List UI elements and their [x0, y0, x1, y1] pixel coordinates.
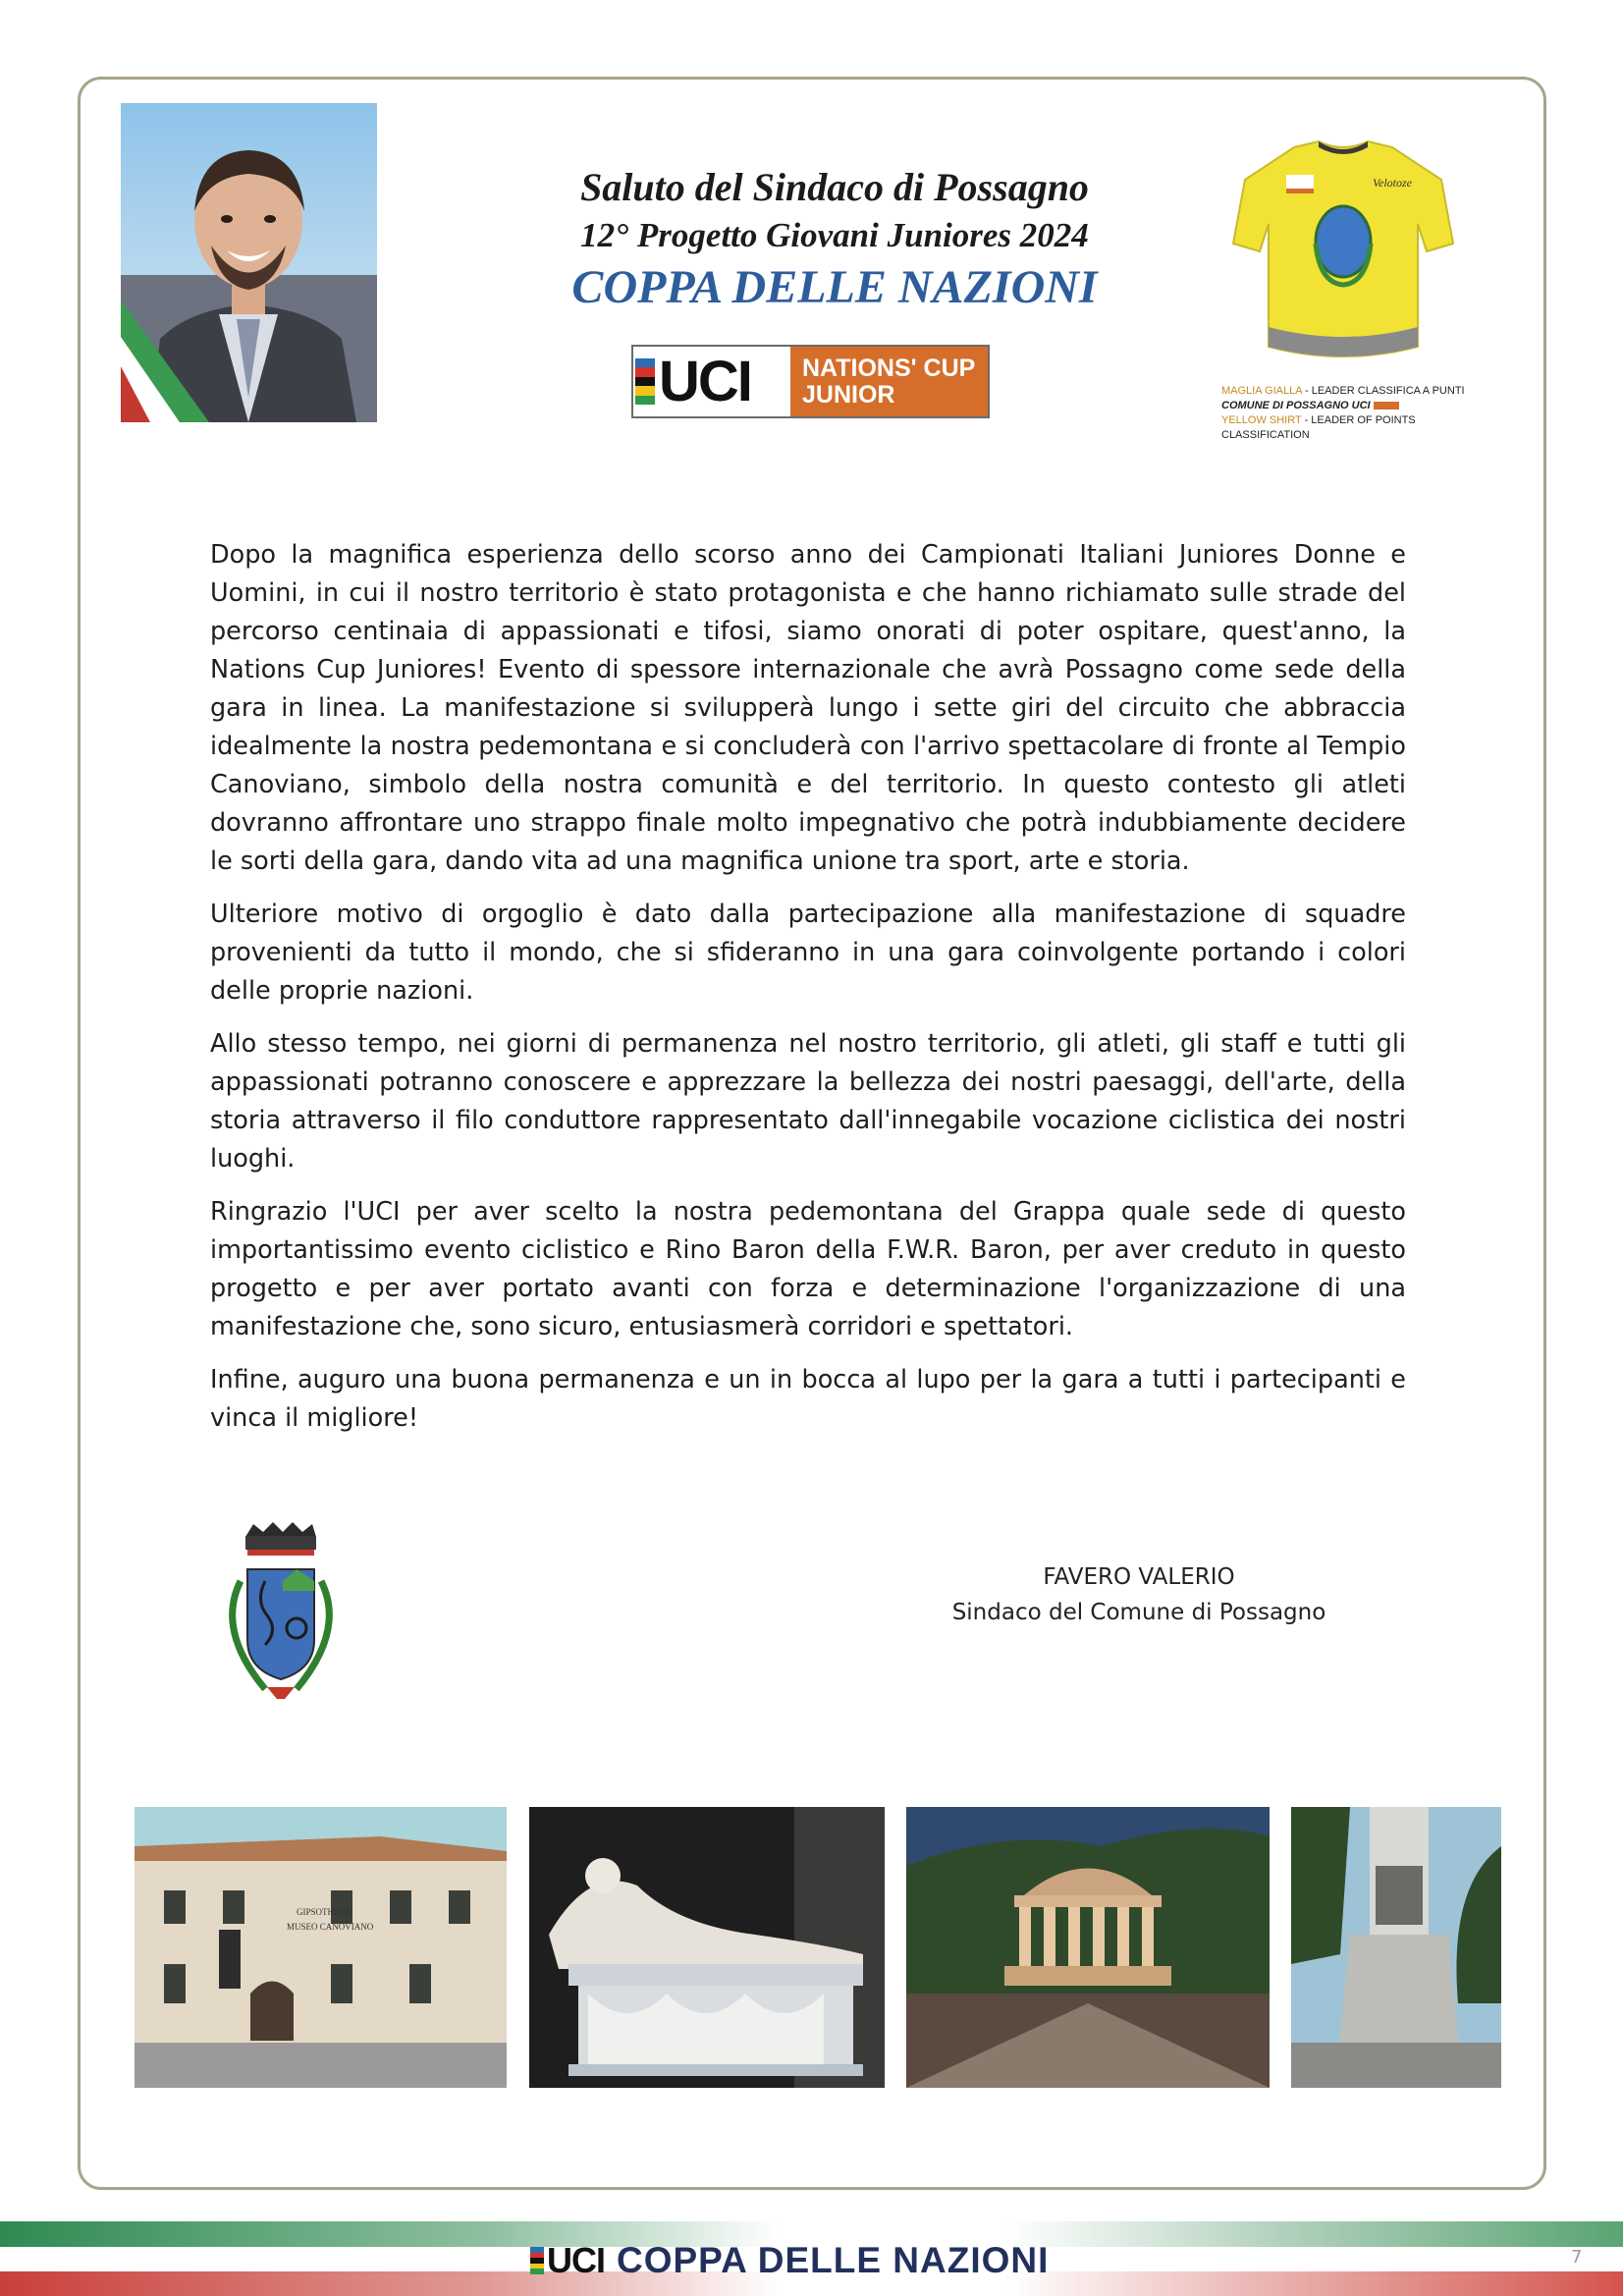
footer-uci-stripes-icon — [530, 2247, 544, 2274]
museum-sign-line2: MUSEO CANOVIANO — [287, 1922, 374, 1932]
footer-event-title: COPPA DELLE NAZIONI — [617, 2240, 1050, 2280]
photo-monument — [1291, 1807, 1501, 2088]
jersey-caption-desc-it: - LEADER CLASSIFICA A PUNTI — [1301, 385, 1465, 397]
letter-header — [511, 162, 1159, 317]
uci-logo-text: UCI — [659, 349, 751, 413]
footer-uci: UCI — [547, 2240, 605, 2280]
mayor-name: FAVERO VALERIO — [1043, 1564, 1235, 1590]
project-subtitle: 12° Progetto Giovani Juniores 2024 — [580, 216, 1089, 254]
page-number: 7 — [1571, 2247, 1583, 2268]
yellow-jersey-image — [1225, 136, 1461, 371]
letter-paragraph: Dopo la magnifica esperienza dello scorso anno dei Campionati Italiani Juniores Donne e Uomini, in cui il nostro territorio è stato protagonista e che hanno richiamato sulle strade del percorso centinaia di appassionati e tifosi, siamo onorati di poter ospitare, quest'anno, la Nations Cup Juniores! Evento di spessore internazionale che avrà Possagno come sede della gara in linea. La manifestazione si svilupperà lungo i sette giri del circuito che abbraccia idealmente la nostra pedemontana e si concluderà con l'arrivo spettacolare di fronte al Tempio Canoviano, simbolo della nostra comunità e del territorio. In questo contesto gli atleti dovranno affrontare uno strappo finale molto impegnativo che potrà indubbiamente decidere le sorti della gara, dando vita ad una magnifica unione tra sport, arte e storia. — [210, 540, 1406, 876]
jersey-caption-desc-en: - LEADER OF POINTS CLASSIFICATION — [1221, 414, 1416, 441]
letter-paragraph: Ringrazio l'UCI per aver scelto la nostra pedemontana del Grappa quale sede di questo importantissimo evento ciclistico e Rino Baron della F.W.R. Baron, per aver creduto in questo progetto e per aver portato avanti con forza e determinazione l'organizzazione di una manifestazione che, sono sicuro, entusiasmerà corridori e spettatori. — [210, 1197, 1406, 1341]
footer-title — [530, 2237, 1049, 2284]
mini-uci-badge-icon — [1374, 402, 1399, 410]
jersey-caption-uci: UCI — [1351, 400, 1371, 411]
photo-tempio-canoviano — [906, 1807, 1270, 2088]
possagno-coat-of-arms-icon — [206, 1522, 353, 1704]
jersey-caption-yellow-en: YELLOW SHIRT — [1221, 414, 1302, 426]
uci-rainbow-stripes-icon — [635, 358, 655, 406]
museum-sign-line1: GIPSOTHECA — [297, 1907, 352, 1917]
jersey-caption-yellow-it: MAGLIA GIALLA — [1221, 385, 1302, 397]
letter-paragraph: Infine, auguro una buona permanenza e un in bocca al lupo per la gara a tutti i partecipanti e vinca il migliore! — [210, 1365, 1406, 1433]
uci-nations-cup-logo — [631, 345, 990, 418]
mayor-portrait — [121, 103, 377, 422]
jersey-caption-comune: COMUNE DI POSSAGNO — [1221, 400, 1349, 411]
photo-gipsoteca-museum — [135, 1807, 507, 2088]
logo-junior: JUNIOR — [802, 381, 895, 409]
letter-body — [210, 536, 1406, 1452]
event-title: COPPA DELLE NAZIONI — [571, 261, 1098, 313]
mayor-role: Sindaco del Comune di Possagno — [951, 1600, 1326, 1625]
photo-paolina-borghese-sculpture — [529, 1807, 885, 2088]
jersey-caption — [1221, 384, 1477, 443]
letter-title: Saluto del Sindaco di Possagno — [580, 165, 1089, 209]
letter-paragraph: Allo stesso tempo, nei giorni di permanenza nel nostro territorio, gli atleti, gli staff e tutti gli appassionati potranno conoscere e apprezzare la bellezza dei nostri paesaggi, dell'arte, della storia attraverso il filo conduttore rappresentato dall'innegabile vocazione ciclistica dei nostri luoghi. — [210, 1029, 1406, 1174]
signature-block — [923, 1559, 1355, 1630]
letter-paragraph: Ulteriore motivo di orgoglio è dato dalla partecipazione alla manifestazione di squadre provenienti da tutto il mondo, che si sfideranno in una gara coinvolgente portando i colori delle proprie nazioni. — [210, 900, 1406, 1006]
logo-nations-cup: NATIONS' CUP — [802, 355, 976, 382]
svg-text:Velotoze: Velotoze — [1373, 176, 1412, 190]
